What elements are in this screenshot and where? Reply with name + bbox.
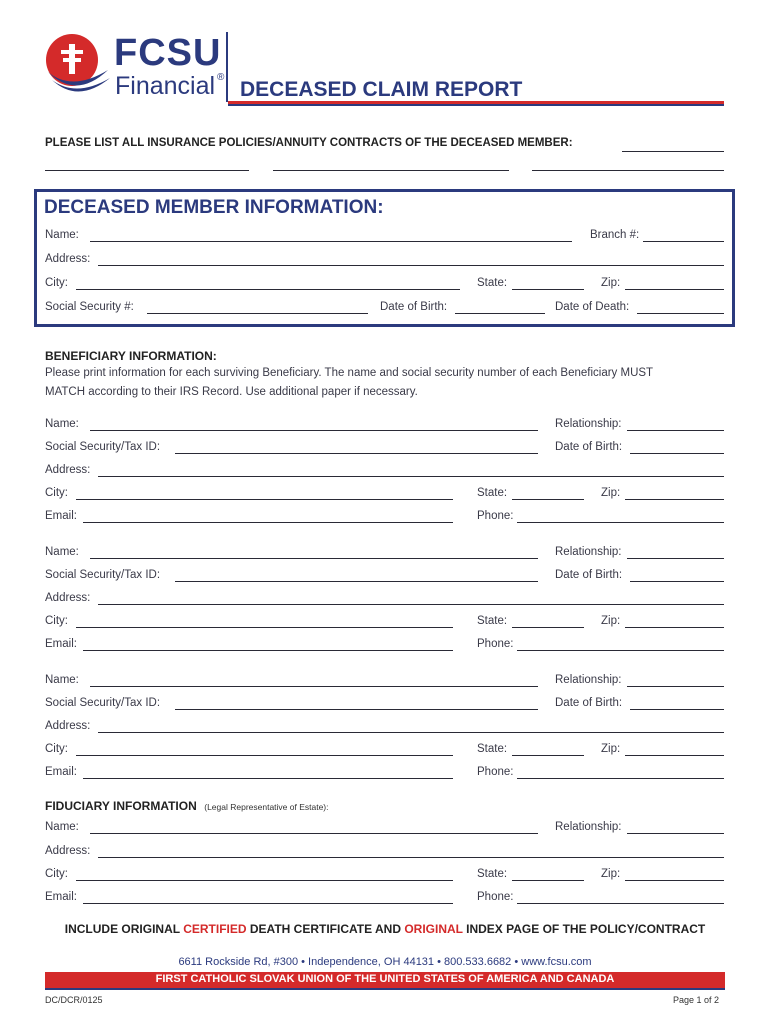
policies-prompt: PLEASE LIST ALL INSURANCE POLICIES/ANNUITY CONTRACTS OF THE DECEASED MEMBER: <box>45 137 573 149</box>
beneficiary-2-city-field[interactable] <box>76 627 453 628</box>
beneficiary-3-phone-field[interactable] <box>517 778 724 779</box>
beneficiary-3-city-field[interactable] <box>76 755 453 756</box>
beneficiary-3-name-label: Name: <box>45 674 79 686</box>
beneficiary-1-address-label: Address: <box>45 464 91 476</box>
beneficiary-3-name-field[interactable] <box>90 686 538 687</box>
beneficiary-2-phone-field[interactable] <box>517 650 724 651</box>
beneficiary-1-dob-label: Date of Birth: <box>555 441 623 453</box>
beneficiary-1-name-field[interactable] <box>90 430 538 431</box>
deceased-branch-label: Branch #: <box>590 229 640 241</box>
fiduciary-heading-text: FIDUCIARY INFORMATION <box>45 799 197 813</box>
beneficiary-instructions-1: Please print information for each surviving Beneficiary. The name and social security number of each Beneficiary MUST <box>45 367 654 379</box>
beneficiary-1-address-field[interactable] <box>98 476 724 477</box>
beneficiary-2-ssn-field[interactable] <box>175 581 538 582</box>
fiduciary-heading <box>45 797 329 815</box>
include-notice-certified: CERTIFIED <box>183 922 247 936</box>
beneficiary-1-zip-field[interactable] <box>625 499 724 500</box>
fiduciary-state-field[interactable] <box>512 880 584 881</box>
deceased-name-field[interactable] <box>90 241 572 242</box>
beneficiary-1-ssn-field[interactable] <box>175 453 538 454</box>
beneficiary-3-state-label: State: <box>477 743 508 755</box>
beneficiary-2-name-field[interactable] <box>90 558 538 559</box>
footer-page-number: Page 1 of 2 <box>673 995 720 1005</box>
fiduciary-name-label: Name: <box>45 821 79 833</box>
fiduciary-relationship-field[interactable] <box>627 833 724 834</box>
fiduciary-state-label: State: <box>477 868 508 880</box>
beneficiary-2-ssn-label: Social Security/Tax ID: <box>45 569 161 581</box>
beneficiary-3-email-label: Email: <box>45 766 77 778</box>
beneficiary-2-address-field[interactable] <box>98 604 724 605</box>
beneficiary-3-relationship-label: Relationship: <box>555 674 622 686</box>
deceased-address-field[interactable] <box>98 265 724 266</box>
header-rule-navy <box>228 104 724 106</box>
deceased-name-label: Name: <box>45 229 79 241</box>
policy-line-2[interactable] <box>45 170 249 171</box>
beneficiary-1-name-label: Name: <box>45 418 79 430</box>
beneficiary-2-city-label: City: <box>45 615 68 627</box>
beneficiary-1-phone-field[interactable] <box>517 522 724 523</box>
deceased-zip-field[interactable] <box>625 289 724 290</box>
deceased-dob-field[interactable] <box>455 313 545 314</box>
beneficiary-1-relationship-label: Relationship: <box>555 418 622 430</box>
footer-rule <box>45 988 725 990</box>
beneficiary-2-address-label: Address: <box>45 592 91 604</box>
beneficiary-1-city-label: City: <box>45 487 68 499</box>
include-notice-part5: INDEX PAGE OF THE POLICY/CONTRACT <box>462 922 706 936</box>
beneficiary-1-dob-field[interactable] <box>630 453 724 454</box>
deceased-ssn-field[interactable] <box>147 313 368 314</box>
policy-line-1[interactable] <box>622 151 724 152</box>
beneficiary-3-email-field[interactable] <box>83 778 453 779</box>
fiduciary-phone-label: Phone: <box>477 891 514 903</box>
deceased-dod-label: Date of Death: <box>555 301 630 313</box>
beneficiary-1-ssn-label: Social Security/Tax ID: <box>45 441 161 453</box>
fiduciary-city-field[interactable] <box>76 880 453 881</box>
fiduciary-zip-label: Zip: <box>601 868 621 880</box>
fiduciary-name-field[interactable] <box>90 833 538 834</box>
beneficiary-2-zip-field[interactable] <box>625 627 724 628</box>
beneficiary-1-state-field[interactable] <box>512 499 584 500</box>
deceased-dob-label: Date of Birth: <box>380 301 448 313</box>
include-notice <box>0 922 770 936</box>
beneficiary-3-phone-label: Phone: <box>477 766 514 778</box>
fiduciary-address-field[interactable] <box>98 857 724 858</box>
fcsu-cross-emblem-icon <box>42 30 112 100</box>
include-notice-original: ORIGINAL <box>404 922 463 936</box>
beneficiary-1-email-field[interactable] <box>83 522 453 523</box>
fiduciary-phone-field[interactable] <box>517 903 724 904</box>
deceased-ssn-label: Social Security #: <box>45 301 134 313</box>
beneficiary-3-ssn-field[interactable] <box>175 709 538 710</box>
beneficiary-3-dob-field[interactable] <box>630 709 724 710</box>
beneficiary-3-address-label: Address: <box>45 720 91 732</box>
beneficiary-3-ssn-label: Social Security/Tax ID: <box>45 697 161 709</box>
beneficiary-3-dob-label: Date of Birth: <box>555 697 623 709</box>
beneficiary-2-dob-label: Date of Birth: <box>555 569 623 581</box>
fiduciary-zip-field[interactable] <box>625 880 724 881</box>
beneficiary-heading: BENEFICIARY INFORMATION: <box>45 349 217 363</box>
logo-main-text: FCSU <box>114 32 222 74</box>
policy-line-4[interactable] <box>532 170 724 171</box>
deceased-state-label: State: <box>477 277 508 289</box>
beneficiary-1-relationship-field[interactable] <box>627 430 724 431</box>
beneficiary-3-zip-label: Zip: <box>601 743 621 755</box>
beneficiary-1-email-label: Email: <box>45 510 77 522</box>
fiduciary-city-label: City: <box>45 868 68 880</box>
beneficiary-2-relationship-field[interactable] <box>627 558 724 559</box>
deceased-address-label: Address: <box>45 253 91 265</box>
fiduciary-relationship-label: Relationship: <box>555 821 622 833</box>
deceased-heading: DECEASED MEMBER INFORMATION: <box>44 197 384 218</box>
fiduciary-email-label: Email: <box>45 891 77 903</box>
beneficiary-2-phone-label: Phone: <box>477 638 514 650</box>
footer-banner-text: FIRST CATHOLIC SLOVAK UNION OF THE UNITED STATES OF AMERICA AND CANADA <box>155 973 615 985</box>
beneficiary-2-state-field[interactable] <box>512 627 584 628</box>
policy-line-3[interactable] <box>273 170 509 171</box>
include-notice-part3: DEATH CERTIFICATE AND <box>246 922 405 936</box>
footer-form-code: DC/DCR/0125 <box>45 995 103 1005</box>
beneficiary-2-email-label: Email: <box>45 638 77 650</box>
beneficiary-1-phone-label: Phone: <box>477 510 514 522</box>
deceased-city-field[interactable] <box>76 289 460 290</box>
deceased-branch-field[interactable] <box>643 241 724 242</box>
footer-address: 6611 Rockside Rd, #300 • Independence, OH 44131 • 800.533.6682 • www.fcsu.com <box>178 956 592 968</box>
beneficiary-instructions-2: MATCH according to their IRS Record. Use additional paper if necessary. <box>45 386 418 398</box>
beneficiary-3-address-field[interactable] <box>98 732 724 733</box>
beneficiary-1-zip-label: Zip: <box>601 487 621 499</box>
beneficiary-3-relationship-field[interactable] <box>627 686 724 687</box>
beneficiary-2-zip-label: Zip: <box>601 615 621 627</box>
deceased-dod-field[interactable] <box>637 313 724 314</box>
fiduciary-email-field[interactable] <box>83 903 453 904</box>
deceased-state-field[interactable] <box>512 289 584 290</box>
beneficiary-2-relationship-label: Relationship: <box>555 546 622 558</box>
page-title: DECEASED CLAIM REPORT <box>240 78 523 101</box>
beneficiary-2-email-field[interactable] <box>83 650 453 651</box>
logo-registered-mark: ® <box>217 72 225 83</box>
beneficiary-1-city-field[interactable] <box>76 499 453 500</box>
fiduciary-address-label: Address: <box>45 845 91 857</box>
deceased-zip-label: Zip: <box>601 277 621 289</box>
beneficiary-2-name-label: Name: <box>45 546 79 558</box>
logo <box>42 30 232 100</box>
beneficiary-3-city-label: City: <box>45 743 68 755</box>
header-divider <box>226 32 228 102</box>
beneficiary-2-dob-field[interactable] <box>630 581 724 582</box>
deceased-city-label: City: <box>45 277 68 289</box>
beneficiary-3-zip-field[interactable] <box>625 755 724 756</box>
logo-sub-text: Financial <box>115 72 216 100</box>
include-notice-part1: INCLUDE ORIGINAL <box>64 922 184 936</box>
beneficiary-1-state-label: State: <box>477 487 508 499</box>
beneficiary-2-state-label: State: <box>477 615 508 627</box>
beneficiary-3-state-field[interactable] <box>512 755 584 756</box>
fiduciary-note: (Legal Representative of Estate): <box>204 802 329 812</box>
